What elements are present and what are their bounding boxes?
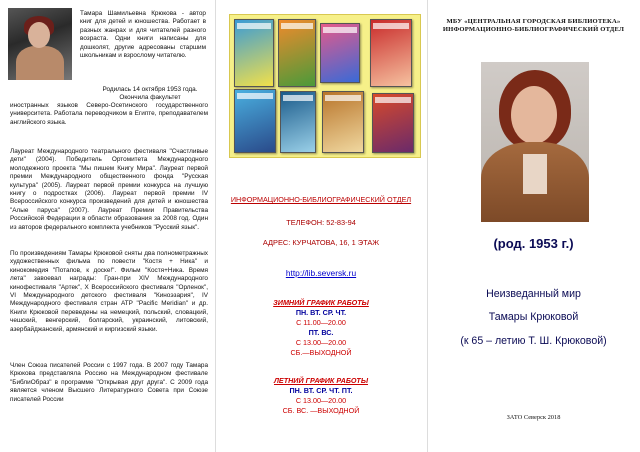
address: АДРЕС: КУРЧАТОВА, 16, 1 ЭТАЖ — [262, 238, 380, 247]
book-cover — [322, 91, 364, 153]
bio-awards: Лауреат Международного театрального фестиваля "Счастливые дети" (2004). Победитель Ортомитета Международного молодежного проекта "Мы пишем Книгу Мира". Лауреат первой премии Международного общественного фонда "Русская культура" (2005). Лауреат первой премии конкурса на лучшую книгу о подростках (2006). Лауреат первой премии IV Всероссийского конкурса произведений для детей и юношества "Алые паруса" (2007). Лауреат Премии Правительства Российской Федерации в области образования за 2008 год. Один из авторов федерального комплекта учебников "Русский язык". — [10, 148, 208, 231]
summer-schedule-title: ЛЕТНИЙ ГРАФИК РАБОТЫ — [273, 376, 369, 385]
website-link[interactable]: http://lib.seversk.ru — [285, 268, 357, 278]
winter-days-friday-sunday: ПТ. ВС. — [308, 328, 334, 337]
bio-membership: Член Союза писателей России с 1997 года. В 2007 году Тамара Крюкова представляла Россию на Международном фестивале "БиблиОбраз" в программе "Открывая друг друга". С 2009 года является членом Высшего Литературного Совета при Союзе писателей России — [10, 362, 208, 403]
summer-time-weekday: С 13.00—20.00 — [295, 396, 347, 405]
bio-films: По произведениям Тамары Крюковой сняты два полнометражных художественных фильма по повести "Костя + Ника" и кинокомедия "Потапов, к доске!". Фильм "Костя+Ника. Время лета" завоевал награды: Гран-при XIV Международного кинофестиваля "Артек", Х Всероссийского фестиваля "Орленок", VI Международного детского фестиваля "Киноэзария", IV Международного фестиваля стран АТР "Pacific Meridian" и др. Книги Крюковой переведены на немецкий, польский, словацкий, чешский, венгерский, болгарский, украинский, литовский, азербайджанский, армянский и киргизский языки. — [10, 250, 208, 333]
summer-schedule — [215, 376, 427, 416]
contact-panel — [215, 0, 427, 452]
winter-day-off: СБ.—ВЫХОДНОЙ — [290, 348, 352, 357]
title-line-2: Тамары Крюковой — [488, 311, 579, 323]
phone-number: ТЕЛЕФОН: 52-83-94 — [286, 218, 356, 227]
department-name: ИНФОРМАЦИОННО-БИБЛИОГРАФИЧЕСКИЙ ОТДЕЛ — [230, 195, 412, 204]
author-photo-small — [8, 8, 72, 80]
winter-schedule-title: ЗИМНИЙ ГРАФИК РАБОТЫ — [273, 298, 369, 307]
author-photo-large — [481, 62, 589, 222]
book-cover — [278, 19, 316, 87]
birth-year: (род. 1953 г.) — [493, 236, 574, 251]
organization-name: МБУ «ЦЕНТРАЛЬНАЯ ГОРОДСКАЯ БИБЛИОТЕКА» — [446, 18, 621, 25]
book-cover — [234, 19, 274, 87]
winter-time-friday-sunday: С 13.00—20.00 — [295, 338, 347, 347]
title-line-3: (к 65 – летию Т. Ш. Крюковой) — [460, 335, 607, 347]
book-cover — [280, 91, 316, 153]
book-cover — [320, 23, 360, 83]
bio-birth: Родилась 14 октября 1953 года. Окончила факультет — [102, 86, 198, 102]
bio-education: иностранных языков Северо-Осетинского государственного университета. Работала переводчиком в Египте, преподавателем английского языка. — [10, 102, 208, 126]
summer-days-weekday: ПН. ВТ. СР. ЧТ. ПТ. — [289, 386, 353, 395]
winter-schedule — [215, 298, 427, 358]
cover-panel — [427, 0, 640, 452]
title-line-1: Неизведанный мир — [486, 288, 581, 300]
biography-panel — [0, 0, 215, 452]
book-cover — [370, 19, 412, 87]
summer-day-off: СБ. ВС. —ВЫХОДНОЙ — [282, 406, 360, 415]
book-covers-collage — [229, 14, 421, 158]
organization-department: ИНФОРМАЦИОННО-БИБЛИОГРАФИЧЕСКИЙ ОТДЕЛ — [442, 26, 625, 34]
winter-days-weekday: ПН. ВТ. СР. ЧТ. — [295, 308, 347, 317]
winter-time-weekday: С 11.00—20.00 — [296, 318, 346, 327]
book-cover — [234, 89, 276, 153]
book-cover — [372, 93, 414, 153]
publication-place-year: ЗАТО Северск 2018 — [506, 414, 561, 421]
bio-intro: Тамара Шамильевна Крюкова - автор книг для детей и юношества. Работает в разных жанрах и для читателей разного возраста. Одни книги написаны для дошколят, другие адресованы старшим школьникам и взрослому читателю. — [80, 10, 206, 60]
organization-header — [427, 18, 640, 35]
